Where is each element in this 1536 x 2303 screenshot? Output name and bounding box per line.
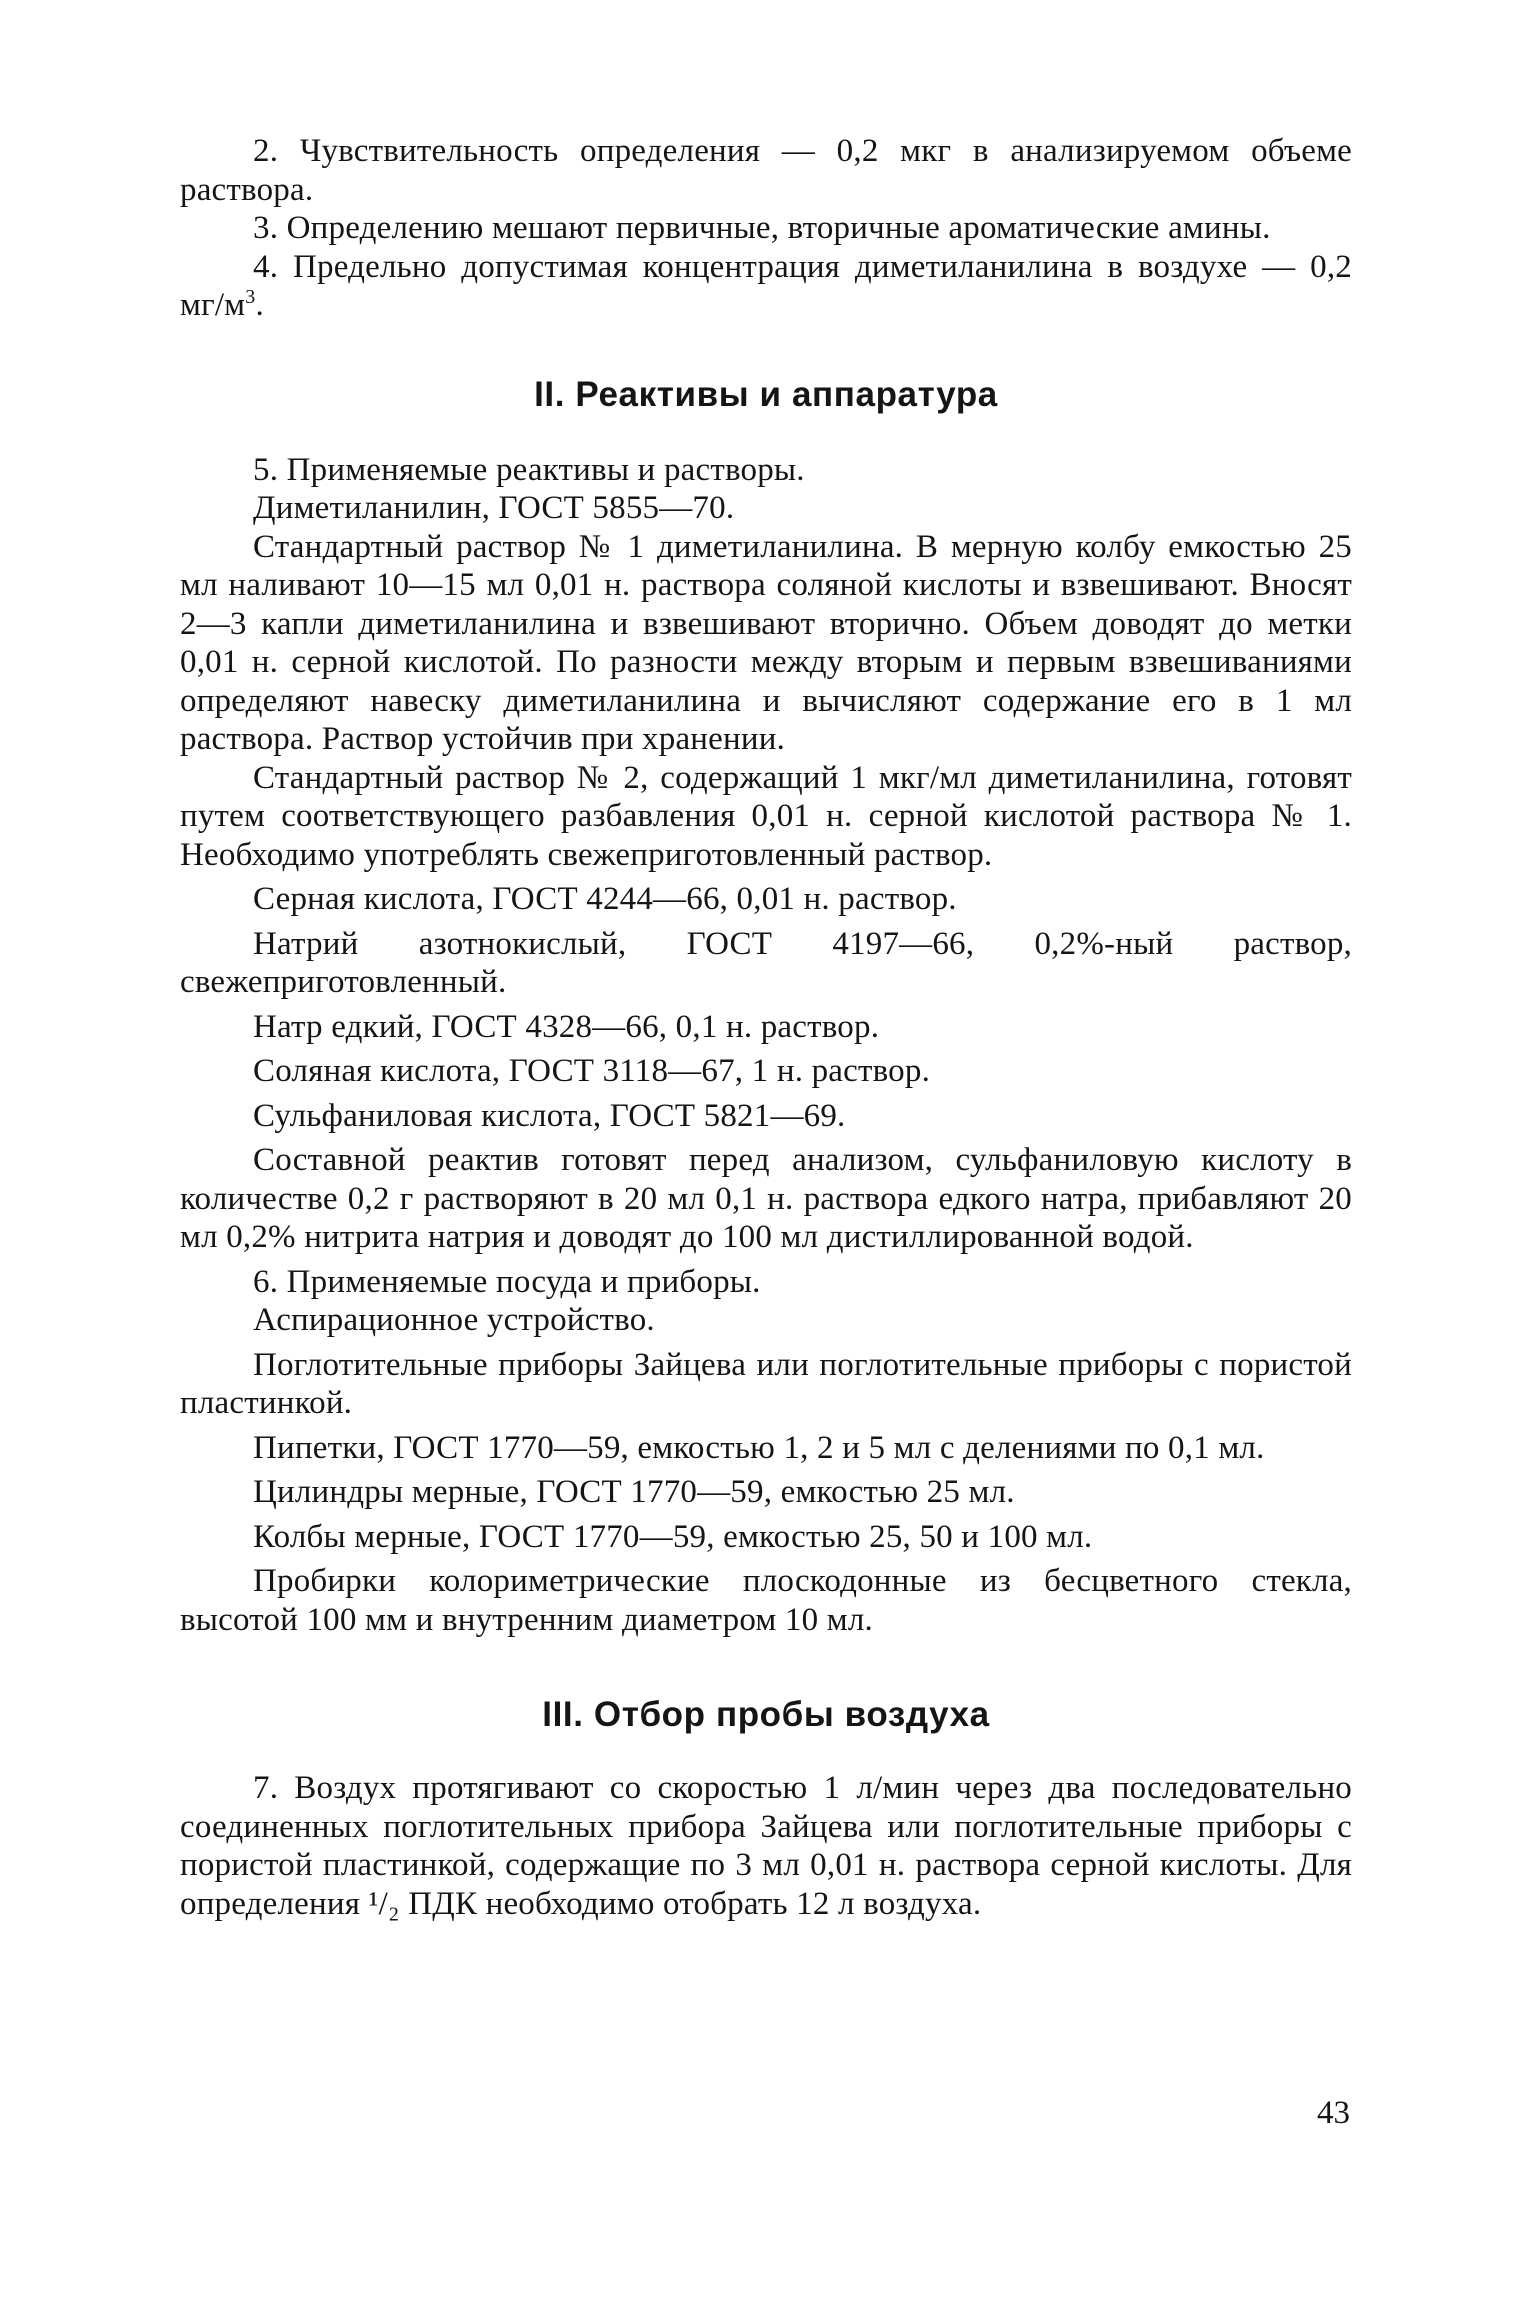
item-7-end: ПДК необходимо отобрать 12 л воздуха. [399,1885,982,1922]
standard-solution-1-paragraph: Стандартный раствор № 1 диметиланилина. В мерную колбу емкостью 25 мл наливают 10—15 мл 0,01 н. раствора соляной кислоты и взвешивают. Вносят 2—3 капли диметиланилина и взвешивают вторично. Объем доводят до метки 0,01 н. серной кислотой. По разности между вторым и первым взвешиваниями определяют навеску диметиланилина и вычисляют содержание его в 1 мл раствора. Раствор устойчив при хранении. [180,528,1352,757]
section-2-heading: II. Реактивы и аппаратура [534,374,998,414]
cubic-superscript: 3 [245,286,256,308]
page-number: 43 [1317,2095,1350,2131]
item-4-period: . [255,287,264,323]
page-content [180,132,1352,1923]
item-4-paragraph [180,248,1352,325]
item-6-paragraph: 6. Применяемые посуда и приборы. [253,1263,761,1300]
item-7-paragraph [180,1769,1352,1923]
item-4-text: 4. Предельно допустимая концентрация диметиланилина в воздухе — 0,2 мг/м [180,248,1352,323]
composite-reagent-paragraph: Составной реактив готовят перед анализом, сульфаниловую кислоту в количестве 0,2 г растворяют в 20 мл 0,1 н. раствора едкого натра, прибавляют 20 мл 0,2% нитрита натрия и доводят до 100 мл дистиллированной водой. [180,1142,1352,1255]
test-tubes-paragraph: Пробирки колориметрические плоскодонные из бесцветного стекла, высотой 100 мм и внутренним диаметром 10 мл. [180,1563,1352,1638]
standard-solution-2-paragraph: Стандартный раствор № 2, содержащий 1 мкг/мл диметиланилина, готовят путем соответствующего разбавления 0,01 н. серной кислотой раствора № 1. Необходимо употреблять свежеприготовленный раствор. [180,759,1352,873]
item-5-paragraph: 5. Применяемые реактивы и растворы. [253,451,805,488]
absorbers-paragraph: Поглотительные приборы Зайцева или поглотительные приборы с пористой пластинкой. [180,1346,1352,1421]
sodium-hydroxide-paragraph: Натр едкий, ГОСТ 4328—66, 0,1 н. раствор. [253,1008,880,1045]
hydrochloric-acid-paragraph: Соляная кислота, ГОСТ 3118—67, 1 н. раствор. [253,1053,931,1089]
flasks-paragraph: Колбы мерные, ГОСТ 1770—59, емкостью 25, 50 и 100 мл. [253,1518,1093,1555]
sulfanilic-acid-paragraph: Сульфаниловая кислота, ГОСТ 5821—69. [253,1097,846,1134]
item-2-paragraph: 2. Чувствительность определения — 0,2 мкг в анализируемом объеме раствора. [180,133,1352,208]
dimethylaniline-paragraph: Диметиланилин, ГОСТ 5855—70. [253,490,735,526]
pipettes-paragraph: Пипетки, ГОСТ 1770—59, емкостью 1, 2 и 5 мл с делениями по 0,1 мл. [253,1429,1265,1466]
sulfuric-acid-paragraph: Серная кислота, ГОСТ 4244—66, 0,01 н. раствор. [253,881,957,917]
item-7-text: 7. Воздух протягивают со скоростью 1 л/мин через два последовательно соединенных поглотительных прибора Зайцева или поглотительные приборы с пористой пластинкой, содержащие по 3 мл 0,01 н. раствора серной кислоты. Для определения [180,1770,1352,1922]
cylinders-paragraph: Цилиндры мерные, ГОСТ 1770—59, емкостью 25 мл. [253,1474,1015,1510]
section-3-heading: III. Отбор пробы воздуха [542,1695,990,1734]
half-fraction: ¹/₂ [368,1885,400,1922]
sodium-nitrite-paragraph: Натрий азотнокислый, ГОСТ 4197—66, 0,2%-ный раствор, свежеприготовленный. [180,925,1352,1000]
aspiration-paragraph: Аспирационное устройство. [253,1302,655,1338]
item-3-paragraph: 3. Определению мешают первичные, вторичные ароматические амины. [253,210,1271,246]
